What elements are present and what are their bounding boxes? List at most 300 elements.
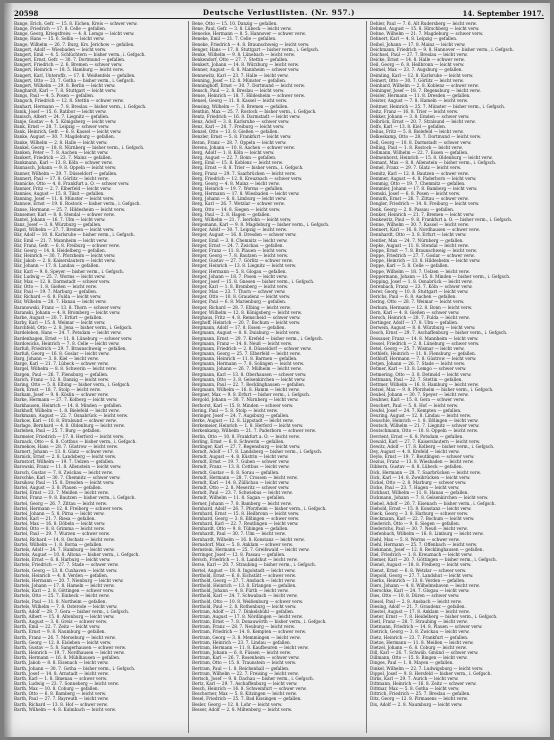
list-entry: Berg, Karl — 26. 7. Wetzlar — schwer verw. bbox=[192, 201, 285, 207]
list-entry: Berg, Ernst — 8. 8. Trier — bisher verm., i. Gefgsch. bbox=[192, 165, 304, 171]
list-entry: Deutsch, Wilhelm — 21. 7. Liegnitz — schwer verw. bbox=[370, 423, 480, 429]
list-entry: Derer, Georg — 10. 8. Stuttgart — leicht verw. bbox=[370, 289, 469, 295]
list-entry: Deichmann, Friedrich — 9. 8. Hannover — bisher verm., i. Gefgsch. bbox=[370, 46, 514, 52]
list-entry: Berg, Wilhelm — 21. 7. Iserlohn — leicht verw. bbox=[192, 216, 292, 222]
list-entry: Besler, Georg — 12. 8. Lohr — leicht verw. bbox=[192, 701, 283, 707]
list-entry: Besch, Heinrich — 16. 8. Schweinfurt — schwer verw. bbox=[192, 686, 307, 692]
list-entry: Bernhardt, Paul — 30. 7. Ulm — leicht verw. bbox=[192, 531, 286, 537]
list-entry: Bangert, Heinrich — 18. 5. Hamburg — leicht verw. bbox=[14, 67, 124, 73]
list-entry: Bergmann, Otto — 3. 8. Gelsenkirchen — leicht verw. bbox=[192, 376, 306, 382]
list-entry: Dietzel, Johann — 6. 8. Coburg — leicht verw. bbox=[370, 644, 467, 650]
list-entry: Barkmann, August — 22. 7. Osnabrück — leicht verw. bbox=[14, 412, 129, 418]
list-entry: Benning, Josef — 12. 8. Münster — gefallen. bbox=[192, 77, 287, 83]
list-entry: Bargen, Paul — 26. 7. Flensburg — gefallen. bbox=[14, 371, 109, 377]
list-entry: Bensch, Paul — 2. 8. Breslau — leicht verw. bbox=[192, 88, 285, 94]
list-entry: Barth, Ernst — 9. 8. Naumburg — gefallen. bbox=[14, 629, 106, 635]
list-entry: Bannicke, Otto — 4. 8. Frankfurt a. O. — schwer verw. bbox=[14, 180, 130, 186]
list-entry: Dittmann, Heinrich — 16. 8. Zeitz — schwer verw. bbox=[370, 681, 477, 686]
list-entry: Dertinger, Adolf — 17. 8. Ulm — gefallen. bbox=[370, 320, 459, 326]
list-entry: Dennhardt, Otto — 3. 8. Erfurt — leicht verw. bbox=[370, 232, 467, 238]
list-entry: Deutschmann, Otto — 10. 8. Oppeln — leicht verw. bbox=[370, 428, 479, 434]
list-entry: Deppe, Karl — 5. 8. Celle — gefallen. bbox=[370, 263, 449, 269]
list-entry: Bertram, Heinrich — 23. 7. Lindau — gefallen. bbox=[192, 639, 292, 645]
list-entry: Banner, Wilhelm — 29. 7. Düsseldorf — gefallen. bbox=[14, 170, 118, 176]
list-entry: Deufel, Josef — 24. 7. Kempten — gefallen. bbox=[370, 407, 462, 413]
list-entry: Bernsdorf, Max — 5. 8. Anklam — schwer verw. bbox=[192, 541, 294, 547]
list-entry: Dezius, Franz — 13. 8. Wiesbaden — leicht verw. bbox=[370, 459, 474, 465]
list-entry: Barth, Otto — 6. 8. Bamberg — leicht verw. bbox=[14, 691, 107, 697]
list-entry: Bensing, Wilhelm — 7. 8. Bremen — gefallen. bbox=[192, 103, 289, 109]
list-entry: Bangert, Wilhelm — 29. 8. Berlin — leicht verw. bbox=[14, 82, 116, 88]
list-entry: Benninghoff, Ernst — 30. 7. Dortmund — leicht verw. bbox=[192, 82, 306, 88]
list-entry: Berg, Friedrich — 12. 8. Kreuznach — schwer verw. bbox=[192, 175, 303, 181]
list-entry: Bartel, Franz — 9. 8. Bautzen — bisher verm., i. Gefgsch. bbox=[14, 495, 136, 501]
list-entry: Dierks, Heinrich — 13. 8. Verden — gefallen. bbox=[370, 577, 466, 583]
list-entry: Dern, Karl — 4. 8. Gießen — schwer verw. bbox=[370, 309, 460, 315]
list-entry: Detjen, Johann — 26. 7. Stade — leicht verw. bbox=[370, 361, 466, 367]
list-entry: Berg, Franz — 29. 7. Saarbrücken — leicht verw. bbox=[192, 170, 297, 176]
list-entry: Barfuß, Friedrich — 29. 7. Braunschweig — gefallen. bbox=[14, 345, 127, 351]
list-entry: Delling, Paul — 1. 8. Rostock — leicht verw. bbox=[370, 144, 463, 150]
list-entry: Berndt, Karl — 14. 8. Züllichau — leicht verw. bbox=[192, 479, 290, 485]
list-entry: Bergmann, Paul — 22. 7. Recklinghausen — gefallen. bbox=[192, 381, 306, 387]
list-entry: Berg, Johann — 6. 8. Limburg — leicht verw. bbox=[192, 196, 287, 202]
list-entry: Dietrich, Georg — 3. 8. Zwickau — leicht verw. bbox=[370, 629, 470, 635]
list-entry: Devrient, Ernst — 6. 8. Potsdam — gefallen. bbox=[370, 433, 464, 439]
list-entry: Bertram, Georg — 3. 8. Memmingen — leicht verw. bbox=[192, 634, 301, 640]
list-entry: Bär, Emil — 21. 7. Mannheim — leicht verw. bbox=[14, 237, 108, 243]
list-entry: Berg, Adolf — 1. 8. Köln — leicht verw. bbox=[192, 149, 275, 155]
list-entry: Bardowicks, Heinrich — 7. 8. Celle — leicht verw. bbox=[14, 340, 120, 346]
list-entry: Demel, Franz — 29. 7. Glatz — leicht verw. bbox=[370, 165, 462, 171]
list-entry: Berger, August — 16. 8. Dresden — schwer verw. bbox=[192, 232, 297, 238]
list-entry: Dickhaut, Wilhelm — 11. 8. Hanau — gefallen. bbox=[370, 490, 469, 496]
column-2 bbox=[192, 21, 367, 733]
list-entry: Barth, Josef — 14. 8. Arnstadt — leicht verw. bbox=[14, 670, 109, 676]
list-entry: Dieter, Ernst — 7. 8. Heidelberg — bisher verm., i. Gefgsch. bbox=[370, 613, 498, 619]
list-entry: Deppe, Ernst — 7. 8. Braunschweig — leicht verw. bbox=[370, 247, 477, 253]
list-entry: Bankel, Georg — 18. 8. Nürnberg — bisher verm., i. Gefgsch. bbox=[14, 144, 145, 150]
list-entry: Banhart, Hermann — 7. 8. Breslau — bisher verm., i. Gefgsch. bbox=[14, 103, 147, 109]
list-entry: Berens, Johann — 10. 8. Aachen — schwer verw. bbox=[192, 144, 295, 150]
list-entry: Demmer, August — 4. 8. Paderborn — leicht verw. bbox=[370, 175, 477, 181]
list-entry: Bertram, Franz — 28. 7. Neuburg — leicht verw. bbox=[192, 624, 296, 630]
list-entry: Beran, Franz — 28. 7. Oppeln — leicht verw. bbox=[192, 139, 287, 145]
list-entry: Berse, Karl — 20. 7. Straubing — bisher verm., i. Gefgsch. bbox=[192, 562, 317, 568]
list-entry: Bär, Otto — 1. 8. Gießen — leicht verw. bbox=[14, 283, 98, 289]
list-entry: Berthold, Karl — 24. 7. Schwabach — leicht verw. bbox=[192, 593, 298, 599]
list-entry: Bergemann, Karl — 9. 8. Magdeburg — bisher verm., i. Gefgsch. bbox=[192, 222, 330, 228]
list-entry: Dekker, Johann — 3. 8. Emden — schwer verw. bbox=[370, 113, 470, 119]
list-entry: Bange, Friedrich — 17. 8. Celle — gefallen. bbox=[14, 26, 107, 32]
list-entry: Dirks, Karl — 29. 7. Aurich — leicht verw. bbox=[370, 675, 459, 681]
list-entry: Berthold, Ernst — 6. 8. Eichstätt — schwer verw. bbox=[192, 572, 297, 578]
list-entry: Bernhard, Adolf — 26. 7. Pforzheim — bisher verm., i. Gefgsch. bbox=[192, 505, 327, 511]
list-entry: Banisch, Albert — 24. 7. Liegnitz — gefallen. bbox=[14, 113, 110, 119]
list-entry: Barth, Ludwig — 23. 7. Sonneberg — leicht verw. bbox=[14, 681, 119, 686]
list-entry: Barkam, Josef — 9. 8. Köslin — schwer verw. bbox=[14, 392, 109, 398]
list-entry: Dickel, Otto — 2. 8. Marburg — schwer verw. bbox=[370, 479, 467, 485]
list-entry: Deicke, Ernst — 14. 8. Halle — schwer verw. bbox=[370, 57, 465, 63]
list-entry: Bangs, Paul — 4. 5. Posen — gefallen. bbox=[14, 93, 95, 99]
list-entry: Bär, Adolf — 10. 8. Karlsruhe — bisher verm., i. Gefgsch. bbox=[14, 232, 135, 238]
list-entry: Denk, Georg — 2. 8. Passau — gefallen. bbox=[370, 206, 455, 212]
list-entry: Diehl, Hermann — 25. 7. Offenbach — leicht verw. bbox=[370, 541, 478, 547]
list-entry: Bangert, Emil — 4. 5. Schlüchtern — bisher verm., i. Gefgsch. bbox=[14, 51, 146, 57]
list-entry: Dinges, Paul — 1. 8. Mayen — gefallen. bbox=[370, 660, 454, 666]
list-entry: Bangert, Ernst, Gefr. — 30. 7. Dortmund — gefallen. bbox=[14, 57, 126, 63]
list-entry: Deil, Georg — 6. 8. Heilbronn — leicht verw. bbox=[370, 62, 465, 68]
list-entry: Bensel, Georg — 11. 8. Kassel — leicht verw. bbox=[192, 98, 288, 104]
list-entry: Bär, Karl — 9. 8. Speyer — bisher verm., i. Gefgsch. bbox=[14, 268, 125, 274]
list-entry: Bertram, Johann — 6. 8. Füssen — leicht verw. bbox=[192, 650, 292, 656]
list-entry: Berndt, Hermann — 28. 7. Crossen — leicht verw. bbox=[192, 474, 298, 480]
list-entry: Berthold, Otto — 10. 8. Weißenburg — schwer verw. bbox=[192, 598, 304, 604]
list-entry: Dies, Otto — 10. 8. Düren — schwer verw. bbox=[370, 593, 460, 599]
list-entry: Denker, Heinrich — 21. 7. Bremen — leicht verw. bbox=[370, 211, 475, 217]
list-entry: Berner, Johann — 7. 8. Bamberg — leicht verw. bbox=[192, 500, 292, 506]
list-entry: Dey, August — 4. 8. Krefeld — leicht verw. bbox=[370, 448, 460, 454]
list-entry: Delkeskamp, Otto — 28. 7. Dortmund — leicht verw. bbox=[370, 134, 482, 140]
list-entry: Berkemeier, Heinrich — 1. 8. Herford — leicht verw. bbox=[192, 423, 304, 429]
list-entry: Bartels, Otto — 25. 7. Einbeck — leicht verw. bbox=[14, 593, 110, 599]
list-entry: Deppe, Wilhelm — 18. 7. Uelzen — leicht verw. bbox=[370, 268, 470, 274]
list-entry: Dellmann, Wilhelm — 22. 7. Essen — gefallen. bbox=[370, 149, 469, 155]
list-entry: Berger, Ernst — 24. 7. Zwickau — gefallen. bbox=[192, 242, 284, 248]
list-entry: Berndt, Paul — 23. 7. Schwiebus — leicht verw. bbox=[192, 490, 293, 496]
list-entry: Berg, Heinrich — 19. 7. Worms — gefallen. bbox=[192, 186, 284, 191]
list-entry: Benzler, Ernst — 5. 8. Frankfurt — leicht verw. bbox=[192, 134, 292, 140]
list-entry: Barth, Adolf — 28. 7. Gera — bisher verm., i. Gefgsch. bbox=[14, 608, 130, 614]
list-entry: Bartels, Georg — 13. 8. Cuxhaven — leicht verw. bbox=[14, 567, 118, 573]
list-entry: Deubel, Johann — 30. 7. Speyer — leicht verw. bbox=[370, 392, 469, 398]
list-entry: Benger, Hans — 17. 8. Stuttgart — bisher verm., i. Gefgsch. bbox=[192, 46, 320, 52]
list-entry: Bartels, Johann — 17. 8. Hameln — leicht verw. bbox=[14, 583, 115, 589]
list-entry: Berthold, Paul — 2. 8. Rothenburg — leicht verw. bbox=[192, 603, 297, 609]
list-entry: Berger, Richard — 28. 7. Elbing — leicht verw. bbox=[192, 304, 291, 310]
list-entry: Diemer, Karl — 20. 7. Göttingen — bisher verm., i. Gefgsch. bbox=[370, 557, 497, 563]
newspaper-page bbox=[4, 3, 550, 737]
list-entry: Bene, Otto — 15. 10. Danzig — gefallen. bbox=[192, 21, 278, 26]
list-entry: Barfuß, Georg — 16. 8. Goslar — leicht verw. bbox=[14, 351, 110, 356]
list-entry: Bernhard, Ernst — 15. 8. Heilbronn — leicht verw. bbox=[192, 510, 300, 516]
list-entry: Berger, Georg — 7. 8. Bautzen — leicht verw. bbox=[192, 253, 289, 259]
list-entry: Banz, Josef — 3. 8. Würzburg — gefallen. bbox=[14, 222, 102, 228]
list-entry: Barth, Richard — 13. 8. Hof — schwer verw. bbox=[14, 701, 108, 707]
list-entry: Bartel, Wilhelm — 1. 8. Borna — gefallen. bbox=[14, 541, 103, 547]
list-entry: Bannasch, Johann — 9. 8. Oppeln — leicht verw. bbox=[14, 165, 117, 171]
list-entry: Bernhardt, Otto — 9. 8. Tübingen — gefallen. bbox=[192, 526, 289, 532]
list-entry: Bergmann, Wilhelm — 16. 8. Hamm — leicht verw. bbox=[192, 387, 300, 393]
list-entry: Bartels, Adolf — 24. 7. Hamburg — leicht verw. bbox=[14, 546, 115, 552]
list-entry: Baring, Otto — 5. 8. Elbing — bisher verm., i. Gefgsch. bbox=[14, 381, 131, 387]
list-entry: Bartel, Johann — 5. 8. Pirna — leicht verw. bbox=[14, 510, 105, 516]
list-entry: Barth, Gustav — 5. 8. Sangerhausen — schwer verw. bbox=[14, 644, 126, 650]
list-entry: Banning, Josef — 11. 8. Münster — leicht verw. bbox=[14, 196, 115, 202]
list-entry: Bark, Ernst — 18. 7. Stolp — leicht verw. bbox=[14, 387, 101, 393]
list-entry: Denne, Wilhelm — 30. 7. Kassel — leicht verw. bbox=[370, 222, 469, 228]
list-entry: Dicke, Paul — 23. 7. Hagen — leicht verw. bbox=[370, 485, 460, 491]
list-entry: Barkhoff, Wilhelm — 1. 8. Bielefeld — leicht verw. bbox=[14, 407, 120, 413]
list-entry: Banke, August — 30. 7. Magdeburg — gefallen. bbox=[14, 134, 115, 140]
list-entry: Dettmann, Paul — 22. 7. Stettin — gefallen. bbox=[370, 376, 463, 382]
list-entry: Deichsel, Paul — 27. 7. Breslau — leicht verw. bbox=[370, 51, 468, 57]
list-entry: Berger, Heinrich — 13. 8. Liegnitz — leicht verw. bbox=[192, 263, 297, 269]
list-entry: Dethlefs, Heinrich — 11. 8. Flensburg — gefallen. bbox=[370, 351, 476, 356]
list-entry: Bernhard, Georg — 3. 8. Eßlingen — schwer verw. bbox=[192, 516, 300, 521]
list-entry: Deimling, Karl — 12. 8. Karlsruhe — leicht verw. bbox=[370, 72, 474, 78]
list-entry: Derwein, August — 8. 8. Würzburg — leicht verw. bbox=[370, 325, 476, 331]
list-entry: Diesing, Adolf — 21. 7. Graudenz — gefallen. bbox=[370, 603, 466, 609]
header-rule bbox=[14, 18, 544, 19]
list-entry: Bank, Ernst — 28. 7. Leipzig — schwer verw. bbox=[14, 124, 110, 130]
list-entry: Barby, Karl — 15. 8. Weimar — leicht verw. bbox=[14, 320, 106, 326]
list-entry: Berling, Ernst — 6. 8. Schwerin — gefallen. bbox=[192, 438, 285, 444]
list-entry: Benecke, Hermann — 8. 5. Hannover — schwer verw. bbox=[192, 31, 306, 37]
list-entry: Diebold, Ernst — 15. 8. Konstanz — leicht verw. bbox=[370, 505, 472, 511]
list-entry: Barth, Paul — 27. 7. Bayreuth — leicht verw. bbox=[14, 696, 109, 702]
list-entry: Delbrück, Ernst — 20. 7. Stralsund — leicht verw. bbox=[370, 118, 476, 124]
list-entry: Detzel, Max — 9. 8. Pforzheim — bisher verm., i. Gefgsch. bbox=[370, 387, 494, 393]
list-entry: Bange, Hans — 15. 6. Sellin — leicht verw. bbox=[14, 36, 105, 42]
list-entry: Diers, Johann — 4. 8. Wilhelmshaven — leicht verw. bbox=[370, 583, 480, 589]
list-entry: Bannier, Fritz — 2. 7. Elberfeld — leicht verw. bbox=[14, 186, 112, 191]
list-entry: Beringer, Josef — 24. 7. Augsburg — gefallen. bbox=[192, 412, 290, 418]
list-entry: Berthold, Johann — 4. 8. Fürth — leicht verw. bbox=[192, 588, 289, 594]
list-entry: Berkenkamp, Wilhelm — 21. 7. Paderborn — schwer verw. bbox=[192, 428, 317, 434]
list-entry: Deinert, Otto — 30. 7. Görlitz — leicht verw. bbox=[370, 77, 464, 83]
list-entry: Berghaus, Fritz — 4. 8. Remscheid — schwer verw. bbox=[192, 314, 301, 320]
list-entry: Dick, Hermann — 28. 7. Saarbrücken — leicht verw. bbox=[370, 469, 482, 475]
list-entry: Delmenhorst, Heinrich — 15. 8. Oldenburg — leicht verw. bbox=[370, 155, 493, 161]
list-entry: Barth, Johann — 30. 7. Gotha — bisher verm., i. Gefgsch. bbox=[14, 665, 136, 671]
list-entry: Bense, Heinrich — 18. 7. Hildesheim — schwer verw. bbox=[192, 93, 306, 99]
list-entry: Bergmann, Johann — 26. 7. Mülheim — leicht verw. bbox=[192, 366, 302, 372]
list-entry: Bergmann, Heinrich — 11. 8. Barmen — gefallen. bbox=[192, 356, 298, 362]
list-entry: Berger, Franz — 11. 8. Plauen — leicht verw. bbox=[192, 247, 288, 253]
list-entry: Diederichs, Paul — 30. 7. Neuß — leicht verw. bbox=[370, 526, 468, 532]
list-entry: Deyle, Ernst — 19. 7. Reutlingen — schwer verw. bbox=[370, 454, 475, 460]
list-entry: Demmler, Johann — 17. 8. Bamberg — leicht verw. bbox=[370, 186, 478, 191]
list-entry: Dehler, Paul — 7. 6. Alt Rudersberg — leicht verw. bbox=[370, 21, 477, 26]
list-entry: Bartel, Max — 16. 8. Döbeln — leicht verw. bbox=[14, 521, 106, 527]
list-entry: Bergner, Max — 9. 8. Erfurt — bisher verm., i. Gefgsch. bbox=[192, 392, 311, 398]
list-entry: Diederich, Otto — 9. 8. Siegen — gefallen. bbox=[370, 521, 460, 527]
list-entry: Barlage, Bernhard — 4. 8. Oldenburg — leicht verw. bbox=[14, 423, 125, 429]
list-entry: Bartels, Hermann — 20. 7. Nienburg — leicht verw. bbox=[14, 577, 124, 583]
list-entry: Berger, Emil — 3. 8. Chemnitz — leicht verw. bbox=[192, 237, 288, 243]
list-entry: Bartel, Otto — 8. 8. Grimma — leicht verw. bbox=[14, 526, 106, 532]
list-entry: Bankmann, Karl — 13. 8. Köln — schwer verw. bbox=[14, 160, 113, 166]
list-entry: Demski, Josef — 6. 8. Posen — leicht verw. bbox=[370, 191, 461, 197]
list-entry: Bertz, Karl — 29. 7. Aschaffenburg — leicht verw. bbox=[192, 681, 298, 686]
list-entry: Berndt, Ernst — 19. 7. Guben — schwer verw. bbox=[192, 459, 290, 465]
list-entry: Bartel, Georg — 26. 7. Zittau — leicht verw. bbox=[14, 500, 108, 506]
list-entry: Deuschle, Heinrich — 1. 8. Eßlingen — leicht verw. bbox=[370, 418, 479, 424]
list-entry: Bartel, Hermann — 12. 8. Freiberg — schwer verw. bbox=[14, 505, 124, 511]
list-entry: Bartels, Karl — 2. 8. Göttingen — schwer verw. bbox=[14, 588, 115, 594]
list-entry: Bartel, August — 3. 8. Plauen — gefallen. bbox=[14, 485, 102, 491]
page-date: 14. September 1917. bbox=[462, 9, 544, 18]
list-entry: Banke, Wilhelm — 2. 8. Halle — leicht verw. bbox=[14, 139, 108, 145]
list-entry: Depke, August — 11. 8. Stendal — leicht verw. bbox=[370, 242, 469, 248]
list-entry: Bantel, Johann — 16. 7. Ulm — leicht verw. bbox=[14, 216, 106, 222]
list-entry: Bertram, Paul — 1. 8. Reichenhall — gefallen. bbox=[192, 665, 290, 671]
list-entry: Bär, Richard — 6. 8. Fulda — leicht verw. bbox=[14, 294, 102, 300]
list-entry: Barth, Wilhelm — 4. 8. Kulmbach — leicht verw. bbox=[14, 706, 117, 712]
list-entry: Deubner, Karl — 15. 8. Gera — schwer verw. bbox=[370, 397, 465, 403]
list-entry: Bartels, Wilhelm — 7. 8. Osterode — leicht verw. bbox=[14, 603, 118, 609]
list-entry: Bär, Wilhelm — 28. 7. Hanau — leicht verw. bbox=[14, 299, 107, 305]
list-entry: Bertsch, Josef — 9. 8. Dachau — bisher verm., i. Gefgsch. bbox=[192, 675, 314, 681]
list-entry: Bartels, Paul — 11. 8. Northeim — gefallen. bbox=[14, 598, 107, 604]
list-entry: Dienel, August — 18. 8. Freiberg — leicht verw. bbox=[370, 562, 472, 568]
list-entry: Dix, Adolf — 2. 8. Naumburg — leicht verw. bbox=[370, 701, 463, 707]
list-entry: Berg, Emil — 15. 8. Koblenz — leicht verw. bbox=[192, 160, 284, 166]
list-entry: Berger, Max — 23. 7. Thorn — schwer verw. bbox=[192, 289, 286, 295]
list-entry: Bergmann, Ernst — 29. 7. Krefeld — bisher verm., i. Gefgsch. bbox=[192, 335, 324, 341]
list-entry: Bartels, Heinrich — 4. 8. Verden — gefallen. bbox=[14, 572, 109, 578]
list-entry: Derkum, Hermann — 12. 8. Bonn — leicht verw. bbox=[370, 304, 473, 310]
list-entry: Bange, Wilhelm — 26. 7. Burg, Krs. Jerichow — gefallen. bbox=[14, 41, 135, 47]
list-entry: Deister, August — 7. 8. Hameln — leicht verw. bbox=[370, 98, 469, 104]
list-entry: Barth, Emil — 22. 7. Zeitz — leicht verw. bbox=[14, 624, 101, 630]
list-entry: Banse, Hermann — 25. 7. Hildesheim — leicht verw. bbox=[14, 206, 126, 212]
list-entry: Bapst, Wilhelm — 27. 7. Bremen — leicht verw. bbox=[14, 227, 115, 233]
list-entry: Berndt, Adolf — 17. 8. Landsberg — bisher verm., i. Gefgsch. bbox=[192, 448, 323, 454]
list-entry: Berndt, August — 4. 8. Küstrin — leicht verw. bbox=[192, 454, 289, 460]
list-entry: Bertram, August — 17. 8. Nördlingen — leicht verw. bbox=[192, 613, 303, 619]
list-entry: Bergold, Johann — 30. 7. Nürnberg — leicht verw. bbox=[192, 397, 299, 403]
list-entry: Deinhard, Wilhelm — 2. 8. Koblenz — schwer verw. bbox=[370, 82, 479, 88]
list-entry: Bannow, Ernst — 19. 6. Rostock — bisher verm., i. Gefgsch. bbox=[14, 201, 141, 207]
page-number: 20598 bbox=[14, 9, 39, 18]
list-entry: Bertram, Friedrich — 14. 8. Kempten — schwer verw. bbox=[192, 629, 307, 635]
list-entry: Berlinger, Karl — 27. 7. Regensburg — leicht verw. bbox=[192, 443, 301, 449]
list-entry: Barth, Karl — 1. 8. Ilmenau — schwer verw. bbox=[14, 675, 108, 681]
list-entry: Bartel, Richard — 14. 8. Oschatz — leicht verw. bbox=[14, 536, 115, 542]
list-entry: Banken, Peter — 7. 8. Aachen — leicht verw. bbox=[14, 149, 109, 155]
list-entry: Bangert, Karl, Unteroffz. — 17. 8. Weißenfels — gefallen. bbox=[14, 72, 136, 78]
list-entry: Baranowski, Franz — 13. 8. Thorn — schwer verw. bbox=[14, 304, 122, 310]
list-entry: Barschke, Karl — 30. 7. Chemnitz — schwer verw. bbox=[14, 474, 121, 480]
list-entry: Berg, Paul — 2. 8. Hagen — gefallen. bbox=[192, 211, 271, 217]
list-entry: Dennert, Karl — 16. 8. Nordhausen — schwer verw. bbox=[370, 227, 480, 233]
list-entry: Berndt, Wilhelm — 11. 8. Sagan — gefallen. bbox=[192, 495, 286, 501]
list-entry: Deisler, Hermann — 11. 8. Dresden — gefallen. bbox=[370, 93, 471, 99]
list-entry: Bär, Heinrich — 30. 7. Pforzheim — leicht verw. bbox=[14, 253, 116, 259]
list-entry: Bangert, Friedrich — 2. 6. Bremen — schwer verw. bbox=[14, 62, 123, 68]
list-entry: Barleben, Paul — 25. 7. Burg — gefallen. bbox=[14, 428, 101, 434]
columns bbox=[14, 21, 544, 733]
list-entry: Bär, Georg — 14. 8. Heidelberg — gefallen. bbox=[14, 247, 107, 253]
list-entry: Berger, Paul — 6. 8. Marienburg — gefallen. bbox=[192, 299, 287, 305]
list-entry: Barnekow, Hans — 28. 7. Güstrow — leicht verw. bbox=[14, 443, 119, 449]
list-entry: Bergmann, Karl — 13. 8. Oberhausen — schwer verw. bbox=[192, 371, 307, 377]
list-entry: Dickmann, Johann — 7. 8. Gelsenkirchen — leicht verw. bbox=[370, 495, 489, 501]
list-entry: Deuchert, Paul — 5. 8. Hof — leicht verw. bbox=[370, 402, 459, 408]
column-3 bbox=[370, 21, 544, 733]
list-entry: Benz, Adolf — 3. 8. Karlsruhe — schwer verw. bbox=[192, 118, 290, 124]
list-entry: Dethloff, Hermann — 7. 8. Güstrow — leicht verw. bbox=[370, 356, 477, 362]
list-entry: Bannies, August — 15. 8. Tilsit — gefallen. bbox=[14, 191, 105, 197]
list-entry: Dentler, Max — 24. 7. Nürnberg — gefallen. bbox=[370, 237, 464, 243]
list-entry: Dienst, Ernst — 6. 8. Wetzlar — schwer verw. bbox=[370, 567, 467, 573]
list-entry: Bange, Georg, Kriegsfreiw. — 4. 8. Lemgo — leicht verw. bbox=[14, 31, 135, 37]
list-entry: Berke, August — 12. 8. Lippstadt — leicht verw. bbox=[192, 418, 294, 424]
list-entry: Barkhausen, Heinrich — 14. 8. Minden — gefallen. bbox=[14, 402, 123, 408]
list-entry: Barth, Jakob — 8. 8. Eisenach — leicht verw. bbox=[14, 660, 109, 666]
list-entry: Bergmann, Georg — 25. 7. Elberfeld — leicht verw. bbox=[192, 351, 301, 356]
list-entry: Dettmer, Wilhelm — 16. 8. Hamburg — leicht verw. bbox=[370, 381, 479, 387]
list-entry: Benz, Karl — 20. 7. Freiburg — leicht verw. bbox=[192, 124, 285, 130]
list-entry: Berger, Hermann — 5. 8. Glogau — gefallen. bbox=[192, 268, 287, 274]
list-entry: Berger, Wilhelm — 12. 8. Königsberg — leicht verw. bbox=[192, 309, 303, 315]
list-entry: Barth, Georg — 12. 8. Eisleben — leicht verw. bbox=[14, 639, 112, 645]
list-entry: Bannert, Paul — 17. 8. Görlitz — leicht verw. bbox=[14, 175, 109, 181]
list-entry: Bernhard, Karl — 22. 7. Reutlingen — leicht verw. bbox=[192, 521, 299, 527]
list-entry: Bartels, August — 10. 8. Altona — bisher verm., i. Gefgsch. bbox=[14, 552, 140, 558]
page-fold-shadow bbox=[4, 3, 13, 737]
list-entry: Baranski, Johann — 4. 8. Bromberg — leicht verw. bbox=[14, 309, 121, 315]
list-entry: Deppe, Heinrich — 13. 8. Hildesheim — leicht verw. bbox=[370, 258, 481, 264]
list-entry: Bertel, August — 18. 8. Ingolstadt — leicht verw. bbox=[192, 567, 296, 573]
list-entry: Bene, Paul, Gefr. — 3. 8. Lübeck — leicht verw. bbox=[192, 26, 292, 32]
list-entry: Berhorst, Karl — 15. 8. Minden — schwer verw. bbox=[192, 402, 294, 408]
list-entry: Bertram, Otto — 15. 8. Traunstein — leicht verw. bbox=[192, 660, 297, 666]
list-entry: Bergmann, Hermann — 7. 8. Solingen — leicht verw. bbox=[192, 361, 305, 367]
list-entry: Detel, Georg — 25. 7. Wismar — leicht verw. bbox=[370, 345, 465, 351]
list-entry: Bertram, Hermann — 11. 8. Kaufbeuren — leicht verw. bbox=[192, 644, 309, 650]
list-entry: Benner, August — 6. 8. Mannheim — schwer verw. bbox=[192, 67, 300, 73]
list-entry: Bansemer, Karl — 8. 8. Stendal — schwer verw. bbox=[14, 211, 115, 217]
column-1 bbox=[14, 21, 189, 733]
list-entry: Bartels, Friedrich — 27. 7. Stade — schwer verw. bbox=[14, 562, 119, 568]
list-entry: Bangert, Otto — 23. 7. Gotha — bisher verm., i. Gefgsch. bbox=[14, 77, 135, 83]
list-entry: Barth, Hermann — 16. 8. Mühlhausen — gefallen. bbox=[14, 655, 121, 661]
list-entry: Barke, Hermann — 27. 7. Kolberg — leicht verw. bbox=[14, 397, 118, 403]
list-entry: Bär, Jakob — 2. 8. Kaiserslautern — leicht verw. bbox=[14, 258, 116, 264]
list-entry: Bange, Erich, Gefr. — 15. 8. Eichen, Kreis — schwer verw. bbox=[14, 21, 138, 26]
list-entry: Bertram, Karl — 26. 7. Rosenheim — schwer verw. bbox=[192, 655, 300, 661]
list-entry: Bergmann, Adolf — 17. 8. Essen — gefallen. bbox=[192, 325, 286, 331]
list-entry: Diekmann, Josef — 12. 8. Recklinghausen — gefallen. bbox=[370, 546, 484, 552]
list-entry: Diesel, Paul — 2. 8. Ansbach — leicht verw. bbox=[370, 598, 462, 604]
list-entry: Barnack, Otto — 6. 8. Cottbus — bisher verm., i. Gefgsch. bbox=[14, 438, 137, 444]
list-entry: Benke, Wilhelm — 9. 8. Lünebach — leicht verw. bbox=[192, 51, 296, 57]
list-entry: Barmeier, Friedrich — 17. 8. Herford — leicht verw. bbox=[14, 433, 125, 439]
list-entry: Barnert, Johann — 13. 8. Glatz — schwer verw. bbox=[14, 448, 114, 454]
list-entry: Berndt, Franz — 13. 8. Cottbus — leicht verw. bbox=[192, 464, 290, 470]
list-entry: Bersch, Friedrich — 1. 8. Landshut — leicht verw. bbox=[192, 557, 298, 563]
list-entry: Dieck, Georg — 3. 8. Harburg — schwer verw. bbox=[370, 510, 469, 516]
list-entry: Bär, Franz, Gefr. — 6. 8. Freiburg — schwer verw. bbox=[14, 242, 120, 248]
list-entry: Bertram, Ernst — 7. 8. Donauwörth — bisher verm., i. Gefgsch. bbox=[192, 619, 327, 625]
list-entry: Demuth, Ernst — 26. 7. Zittau — schwer verw. bbox=[370, 196, 469, 202]
list-entry: Bangert, Adolf — Wiesbaden — leicht verw. bbox=[14, 46, 107, 52]
list-entry: Detmering, Otto — 3. 8. Detmold — leicht verw. bbox=[370, 371, 472, 377]
list-entry: Benkert, Johann — 14. 8. Würzburg — leicht verw. bbox=[192, 62, 299, 68]
list-entry: Bartels, Ernst — 6. 8. Harburg — leicht verw. bbox=[14, 557, 111, 563]
list-entry: Desch, Ernst — 29. 7. Aschaffenburg — bisher verm., i. Gefgsch. bbox=[370, 330, 508, 336]
list-entry: Dinkel, Wilhelm — 22. 7. Ludwigsburg — leicht verw. bbox=[370, 665, 484, 671]
list-entry: Dehmel, August — 15. 8. Hirschberg — leicht verw. bbox=[370, 26, 480, 32]
list-entry: Barsikow, Paul — 15. 8. Dresden — leicht verw. bbox=[14, 479, 115, 485]
list-entry: Bergmann, Friedrich — 2. 8. Düsseldorf — schwer verw. bbox=[192, 345, 312, 351]
list-entry: Barchfeld, Otto — 2. 8. Jena — bisher verm., i. Gefgsch. bbox=[14, 325, 133, 331]
list-entry: Berg, Georg — 4. 8. Mainz — leicht verw. bbox=[192, 180, 280, 186]
list-entry: Berger, Otto — 10. 8. Graudenz — leicht verw. bbox=[192, 294, 291, 300]
